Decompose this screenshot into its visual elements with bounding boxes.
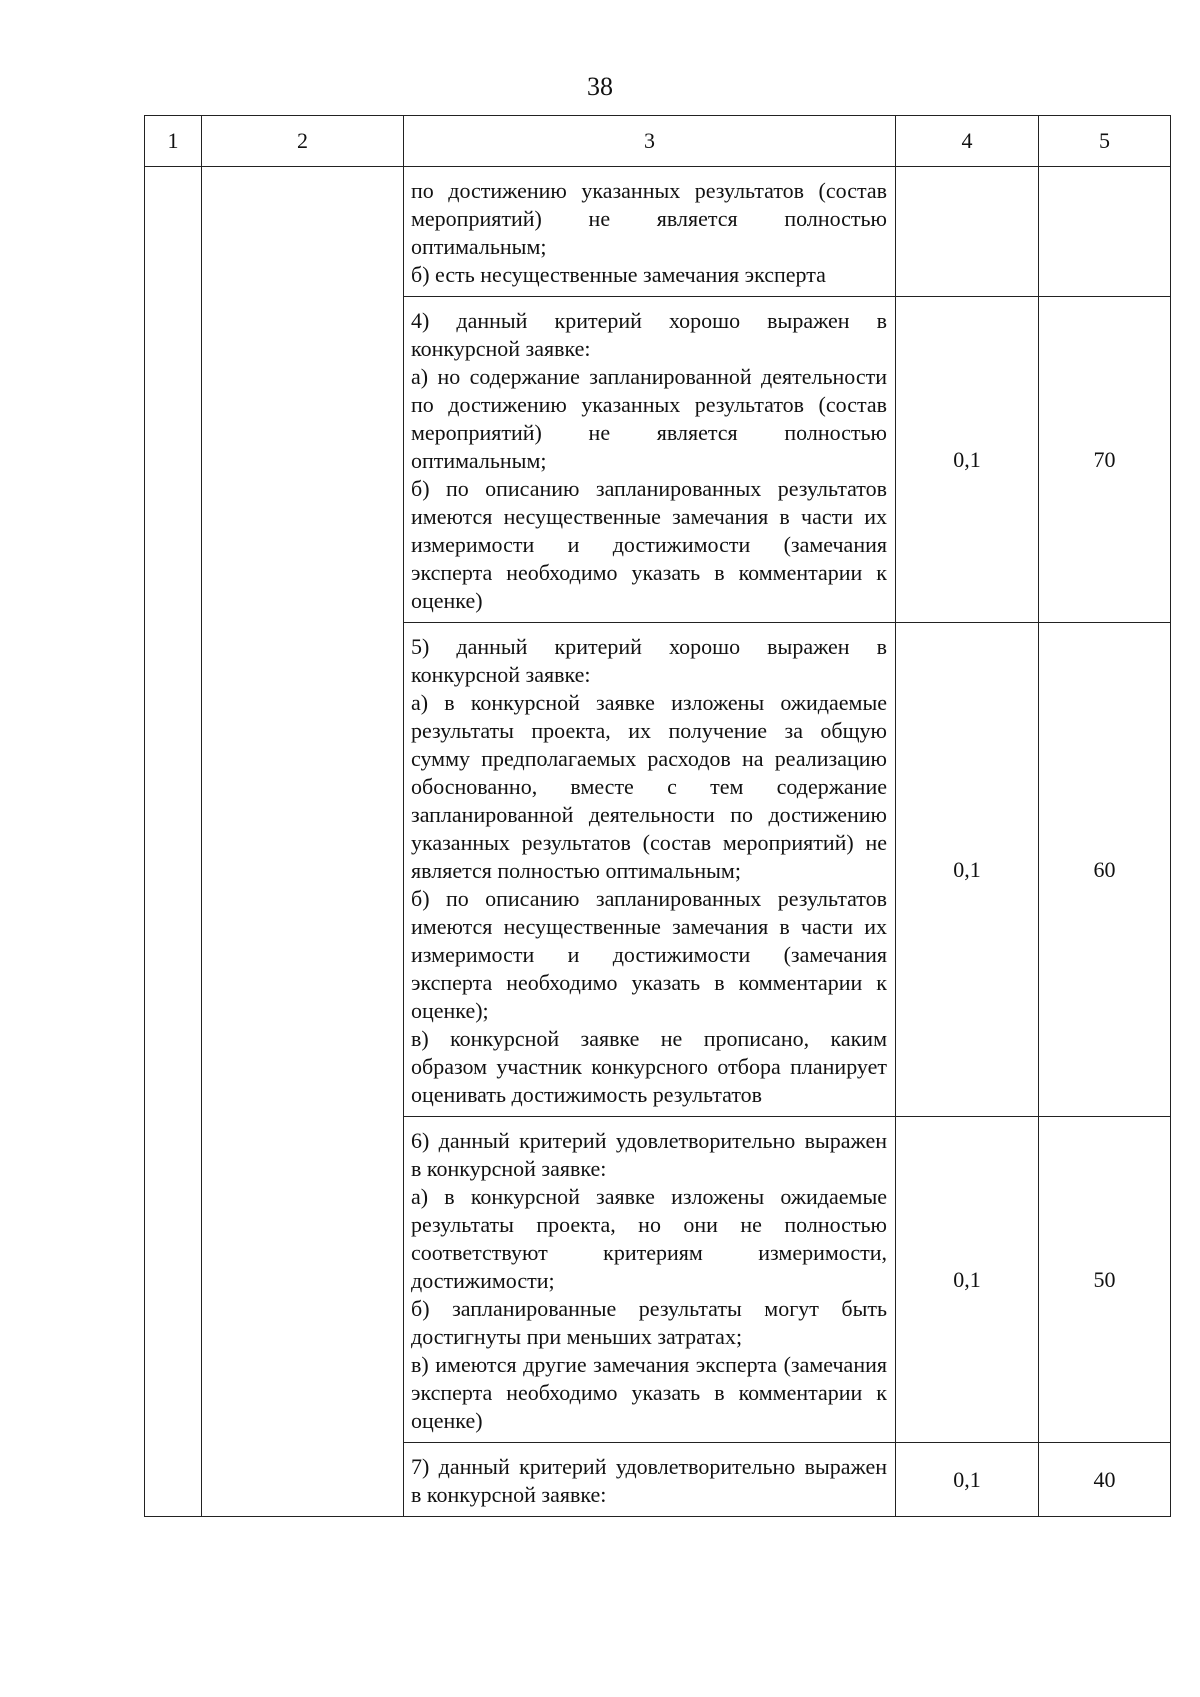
table-header-row (145, 116, 1171, 167)
description-line: 4) данный критерий хорошо выражен в конкурсной заявке: (411, 308, 887, 361)
description-line: в) имеются другие замечания эксперта (замечания эксперта необходимо указать в комментарии к оценке) (411, 1352, 887, 1433)
column-2-cell (202, 167, 404, 1517)
description-line: а) в конкурсной заявке изложены ожидаемые результаты проекта, их получение за общую сумму предполагаемых расходов на реализацию обоснованно, вместе с тем содержание запланированной деятельности по достижению указанных результатов (состав мероприятий) не является полностью оптимальным; (411, 690, 887, 883)
column-1-cell (145, 167, 202, 1517)
criterion-description-cell (404, 623, 896, 1117)
description-line: в) конкурсной заявке не прописано, каким образом участник конкурсного отбора планирует оценивать достижимость результатов (411, 1026, 887, 1107)
column-header-5: 5 (1039, 116, 1171, 167)
score-cell: 70 (1039, 297, 1171, 623)
description-line: 7) данный критерий удовлетворительно выражен в конкурсной заявке: (411, 1454, 887, 1507)
column-header-1: 1 (145, 116, 202, 167)
criterion-description-cell (404, 1117, 896, 1443)
description-line: а) в конкурсной заявке изложены ожидаемые результаты проекта, но они не полностью соответствуют критериям измеримости, достижимости; (411, 1184, 887, 1293)
coefficient-cell: 0,1 (896, 1443, 1039, 1517)
score-cell: 40 (1039, 1443, 1171, 1517)
coefficient-cell: 0,1 (896, 1117, 1039, 1443)
column-header-3: 3 (404, 116, 896, 167)
description-line: б) по описанию запланированных результатов имеются несущественные замечания в части их измеримости и достижимости (замечания эксперта необходимо указать в комментарии к оценке) (411, 476, 887, 613)
score-cell (1039, 167, 1171, 297)
column-header-4: 4 (896, 116, 1039, 167)
criterion-description-cell (404, 297, 896, 623)
score-cell: 50 (1039, 1117, 1171, 1443)
criterion-description-cell (404, 1443, 896, 1517)
description-line: б) по описанию запланированных результатов имеются несущественные замечания в части их измеримости и достижимости (замечания эксперта необходимо указать в комментарии к оценке); (411, 886, 887, 1023)
coefficient-cell (896, 167, 1039, 297)
table-row (145, 167, 1171, 297)
score-cell: 60 (1039, 623, 1171, 1117)
coefficient-cell: 0,1 (896, 297, 1039, 623)
page-number: 38 (587, 72, 613, 101)
column-header-2: 2 (202, 116, 404, 167)
coefficient-cell: 0,1 (896, 623, 1039, 1117)
description-line: по достижению указанных результатов (состав мероприятий) не является полностью оптимальным; (411, 178, 887, 259)
description-line: 5) данный критерий хорошо выражен в конкурсной заявке: (411, 634, 887, 687)
criterion-description-cell (404, 167, 896, 297)
description-line: б) запланированные результаты могут быть достигнуты при меньших затратах; (411, 1296, 887, 1349)
description-line: б) есть несущественные замечания эксперта (411, 262, 826, 287)
criteria-table (144, 115, 1171, 1517)
description-line: а) но содержание запланированной деятельности по достижению указанных результатов (состав мероприятий) не является полностью оптимальным; (411, 364, 887, 473)
description-line: 6) данный критерий удовлетворительно выражен в конкурсной заявке: (411, 1128, 887, 1181)
